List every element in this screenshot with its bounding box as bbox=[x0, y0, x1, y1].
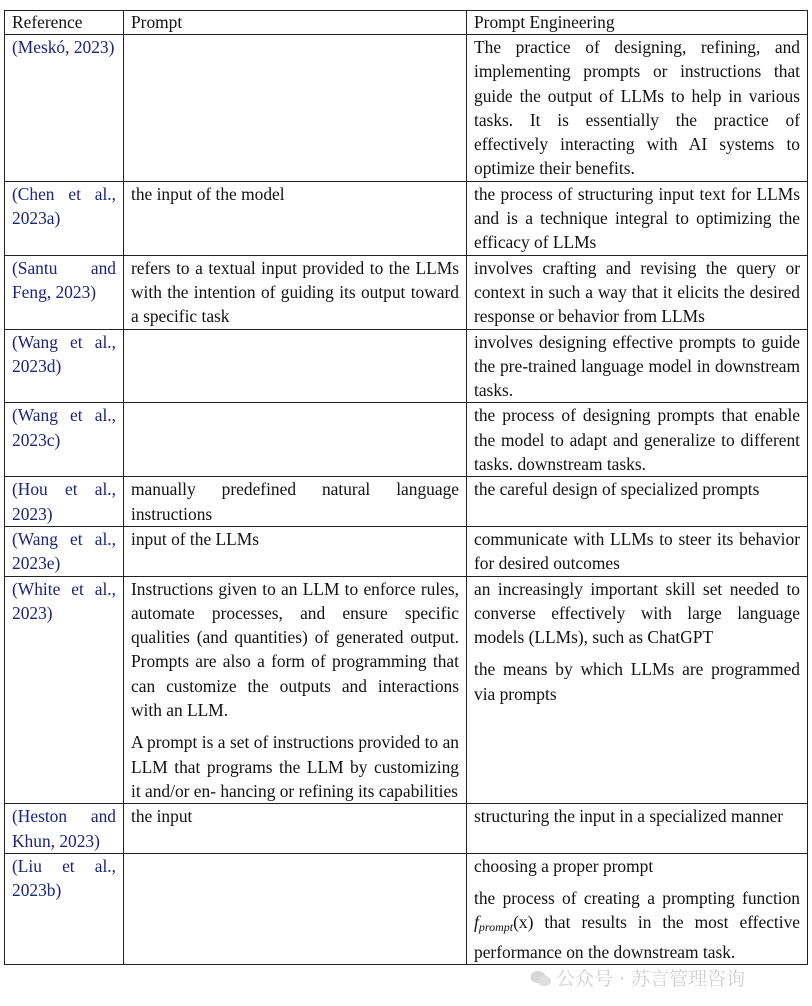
prompt-text: Instructions given to an LLM to enforce rules, automate processes, and ensure specific qualities (and quantities) of generated output. Prompts are also a form of programming that can customize the outputs and interactions with an LLM. bbox=[131, 578, 459, 721]
header-prompt: Prompt bbox=[124, 11, 467, 35]
reference-cell bbox=[5, 329, 124, 403]
formula-argument: (x) bbox=[513, 912, 534, 933]
engineering-text: involves crafting and revising the query or context in such a way that it elicits the desired response or behavior from LLMs bbox=[474, 257, 800, 327]
table-row bbox=[5, 576, 808, 804]
prompt-text: A prompt is a set of instructions provided to an LLM that programs the LLM by customizing it and/or en- hancing or refining its capabilities bbox=[131, 732, 459, 801]
reference-link[interactable]: (White et al., 2023) bbox=[12, 578, 116, 623]
prompt-text: manually predefined natural language instructions bbox=[131, 479, 459, 524]
prompt-text: refers to a textual input provided to the LLMs with the intention of guiding its output toward a specific task bbox=[131, 257, 459, 327]
engineering-cell bbox=[467, 35, 808, 182]
prompt-cell bbox=[124, 35, 467, 182]
table-row bbox=[5, 35, 808, 182]
formula-symbol: f bbox=[474, 912, 479, 933]
reference-link[interactable]: (Meskó, 2023) bbox=[12, 37, 115, 57]
reference-cell bbox=[5, 804, 124, 854]
reference-link[interactable]: (Wang et al., 2023c) bbox=[12, 405, 116, 450]
reference-cell bbox=[5, 576, 124, 804]
engineering-text: involves designing effective prompts to guide the pre-trained language model in downstream tasks. bbox=[474, 331, 800, 401]
watermark bbox=[530, 964, 745, 991]
reference-cell bbox=[5, 853, 124, 964]
prompt-cell bbox=[124, 804, 467, 854]
prompt-function-formula bbox=[474, 912, 534, 935]
table-row bbox=[5, 804, 808, 854]
definitions-table bbox=[4, 10, 808, 965]
reference-link[interactable]: (Chen et al., 2023a) bbox=[12, 183, 116, 229]
reference-cell bbox=[5, 526, 124, 576]
prompt-cell bbox=[124, 329, 467, 403]
engineering-text: The practice of designing, refining, and implementing prompts or instructions that guide the output of LLMs to help in various tasks. It is essentially the practice of effectively interacting with AI systems to optimize their benefits. bbox=[474, 37, 800, 179]
engineering-cell bbox=[467, 576, 808, 804]
reference-cell bbox=[5, 181, 124, 255]
engineering-cell bbox=[467, 853, 808, 964]
prompt-text: the input bbox=[131, 806, 193, 827]
engineering-text: structuring the input in a specialized manner bbox=[474, 806, 784, 827]
table-row bbox=[5, 181, 808, 255]
reference-cell bbox=[5, 403, 124, 477]
engineering-cell bbox=[467, 477, 808, 527]
reference-link[interactable]: (Wang et al., 2023d) bbox=[12, 331, 116, 376]
reference-link[interactable]: (Santu and Feng, 2023) bbox=[12, 257, 116, 302]
engineering-cell bbox=[467, 526, 808, 576]
prompt-cell bbox=[124, 576, 467, 804]
reference-cell bbox=[5, 35, 124, 182]
engineering-text: the means by which LLMs are programmed via prompts bbox=[474, 659, 800, 704]
engineering-text: the careful design of specialized prompts bbox=[474, 479, 760, 500]
engineering-text: choosing a proper prompt bbox=[474, 855, 654, 876]
engineering-text: an increasingly important skill set needed to converse effectively with large language models (LLMs), such as ChatGPT bbox=[474, 578, 800, 648]
prompt-cell bbox=[124, 255, 467, 329]
engineering-text-formula bbox=[474, 886, 800, 964]
reference-link[interactable]: (Wang et al., 2023e) bbox=[12, 528, 116, 574]
engineering-cell bbox=[467, 181, 808, 255]
engineering-cell bbox=[467, 255, 808, 329]
table-row bbox=[5, 526, 808, 576]
prompt-cell bbox=[124, 181, 467, 255]
reference-link[interactable]: (Liu et al., 2023b) bbox=[12, 855, 116, 901]
reference-link[interactable]: (Heston and Khun, 2023) bbox=[12, 806, 116, 851]
table-row bbox=[5, 403, 808, 477]
reference-cell bbox=[5, 255, 124, 329]
engineering-text: communicate with LLMs to steer its behavior for desired outcomes bbox=[474, 528, 800, 574]
formula-subscript: prompt bbox=[478, 920, 514, 935]
watermark-text: 公众号 · 苏言管理咨询 bbox=[556, 968, 746, 990]
formula-after: that results in the most effective performance on the downstream task. bbox=[474, 912, 800, 962]
header-prompt-engineering: Prompt Engineering bbox=[467, 11, 808, 35]
reference-link[interactable]: (Hou et al., 2023) bbox=[12, 479, 116, 524]
table-row bbox=[5, 255, 808, 329]
prompt-text: input of the LLMs bbox=[131, 528, 260, 549]
reference-cell bbox=[5, 477, 124, 527]
wechat-logo-icon bbox=[530, 970, 552, 988]
engineering-cell bbox=[467, 329, 808, 403]
engineering-text: the process of structuring input text for LLMs and is a technique integral to optimizing the efficacy of LLMs bbox=[474, 183, 800, 253]
table-row bbox=[5, 477, 808, 527]
prompt-text: the input of the model bbox=[131, 183, 285, 204]
engineering-cell bbox=[467, 804, 808, 854]
engineering-cell bbox=[467, 403, 808, 477]
header-reference: Reference bbox=[5, 11, 124, 35]
prompt-cell bbox=[124, 526, 467, 576]
prompt-cell bbox=[124, 853, 467, 964]
formula-before: the process of creating a prompting function bbox=[474, 888, 800, 909]
table-row bbox=[5, 853, 808, 964]
header-row bbox=[5, 11, 808, 35]
engineering-text: the process of designing prompts that enable the model to adapt and generalize to different tasks. downstream tasks. bbox=[474, 405, 800, 475]
table-row bbox=[5, 329, 808, 403]
prompt-cell bbox=[124, 477, 467, 527]
prompt-cell bbox=[124, 403, 467, 477]
